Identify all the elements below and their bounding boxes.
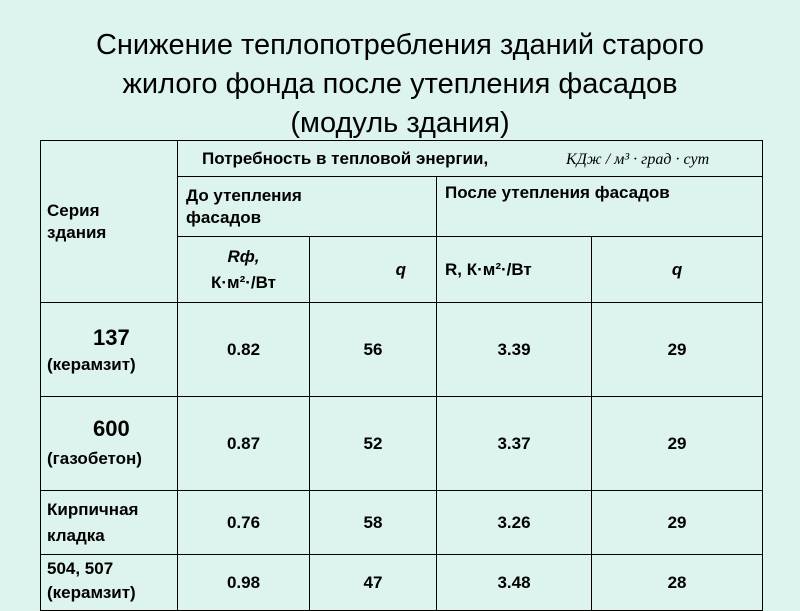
q-before-cell: 58: [310, 491, 437, 555]
heat-demand-table: [40, 140, 763, 611]
q-after-cell: 28: [592, 555, 763, 611]
r-after-cell: 3.48: [437, 555, 592, 611]
r-after-cell: 3.39: [437, 303, 592, 397]
header-q-after: q: [592, 237, 763, 303]
r-after-cell: 3.26: [437, 491, 592, 555]
header-r-before: Rф, К·м²·/Вт: [178, 237, 310, 303]
r-before-cell: 0.98: [178, 555, 310, 611]
series-cell: 600 (газобетон): [41, 397, 178, 491]
table-row: [41, 397, 763, 491]
series-cell: Кирпичная кладка: [41, 491, 178, 555]
q-before-cell: 52: [310, 397, 437, 491]
r-before-cell: 0.76: [178, 491, 310, 555]
series-cell: 137 (керамзит): [41, 303, 178, 397]
title-line-3: (модуль здания): [290, 107, 510, 139]
r-after-cell: 3.37: [437, 397, 592, 491]
title-line-1: Снижение теплопотребления зданий старого: [95, 29, 705, 61]
header-q-before: q: [310, 237, 437, 303]
r-before-cell: 0.87: [178, 397, 310, 491]
header-series: Серия здания: [41, 141, 178, 303]
q-before-cell: 56: [310, 303, 437, 397]
table-row: [41, 555, 763, 611]
q-after-cell: 29: [592, 303, 763, 397]
q-after-cell: 29: [592, 491, 763, 555]
table-row: [41, 491, 763, 555]
header-after: После утепления фасадов: [437, 177, 763, 237]
q-after-cell: 29: [592, 397, 763, 491]
header-r-after: R, К·м²·/Вт: [437, 237, 592, 303]
r-before-cell: 0.82: [178, 303, 310, 397]
q-before-cell: 47: [310, 555, 437, 611]
table-row: [41, 303, 763, 397]
header-demand: Потребность в тепловой энергии, КДж / м³ · град · сут: [178, 141, 763, 177]
title-line-2: жилого фонда после утепления фасадов: [122, 68, 678, 100]
header-before: До утепления фасадов: [178, 177, 437, 237]
slide-title: [0, 26, 800, 143]
unit-label: КДж / м³ · град · сут: [566, 151, 710, 168]
series-cell: 504, 507 (керамзит): [41, 555, 178, 611]
